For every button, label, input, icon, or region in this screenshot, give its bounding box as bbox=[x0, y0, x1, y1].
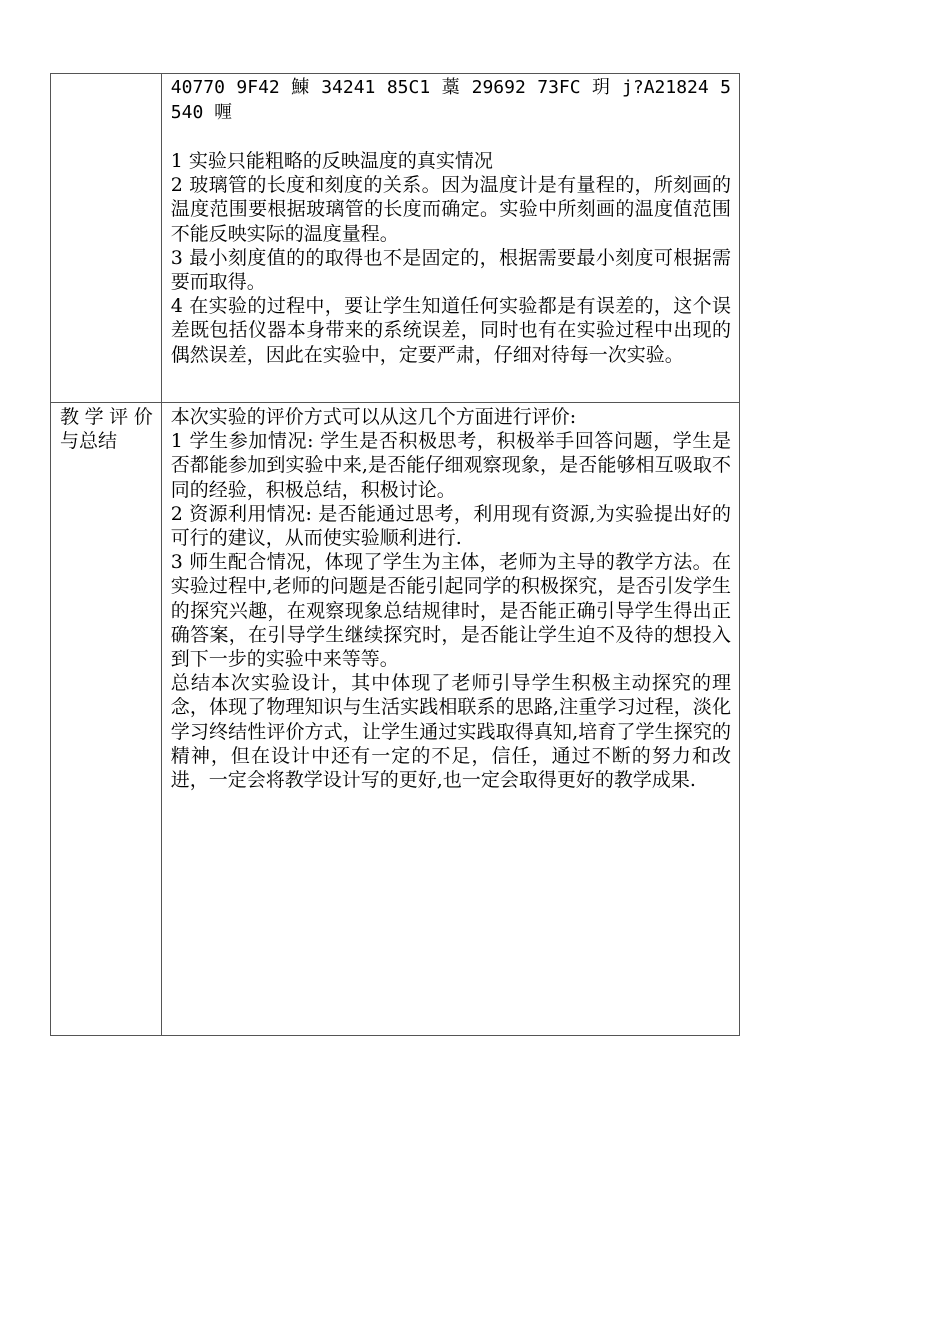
section-content-cell bbox=[161, 403, 739, 1036]
list-item: 2 玻璃管的长度和刻度的关系。因为温度计是有量程的，所刻画的温度范围要根据玻璃管的长度而确定。实验中所刻画的温度值范围不能反映实际的温度量程。 bbox=[170, 174, 731, 245]
section-content-cell bbox=[161, 74, 739, 403]
table-row bbox=[51, 403, 740, 1036]
lesson-plan-table bbox=[50, 73, 740, 1036]
list-item: 1 实验只能粗略的反映温度的真实情况 bbox=[170, 150, 493, 172]
section-label: 教学评价与总结 bbox=[60, 406, 153, 453]
summary-paragraph: 总结本次实验设计，其中体现了老师引导学生积极主动探究的理念，体现了物理知识与生活实践相联系的思路,注重学习过程，淡化学习终结性评价方式，让学生通过实践取得真知,培育了学生探究的精神，但在设计中还有一定的不足，信任，通过不断的努力和改进，一定会将教学设计写的更好,也一定会取得更好的教学成果. bbox=[170, 672, 731, 792]
evaluation-intro: 本次实验的评价方式可以从这几个方面进行评价: bbox=[170, 406, 577, 428]
garbled-code-line: 40770 9F42 鯟 34241 85C1 藁 29692 73FC 玥 j?A21824 5540 喱 bbox=[170, 77, 731, 123]
list-item: 3 最小刻度值的的取得也不是固定的，根据需要最小刻度可根据需要而取得。 bbox=[170, 246, 731, 294]
table-row bbox=[51, 74, 740, 403]
list-item: 2 资源利用情况: 是否能通过思考，利用现有资源,为实验提出好的可行的建议，从而使实验顺利进行. bbox=[170, 502, 731, 550]
section-label-cell bbox=[51, 74, 162, 403]
list-item: 1 学生参加情况: 学生是否积极思考，积极举手回答问题，学生是否都能参加到实验中来,是否能仔细观察现象，是否能够相互吸取不同的经验，积极总结，积极讨论。 bbox=[170, 430, 731, 501]
section-label-cell bbox=[51, 403, 162, 1036]
list-item: 4 在实验的过程中，要让学生知道任何实验都是有误差的，这个误差既包括仪器本身带来的系统误差，同时也有在实验过程中出现的偶然误差，因此在实验中，定要严肃，仔细对待每一次实验。 bbox=[170, 295, 731, 366]
blank-line bbox=[171, 125, 731, 149]
list-item: 3 师生配合情况，体现了学生为主体，老师为主导的教学方法。在实验过程中,老师的问题是否能引起同学的积极探究，是否引发学生的探究兴趣，在观察现象总结规律时，是否能正确引导学生得出正确答案，在引导学生继续探究时，是否能让学生迫不及待的想投入到下一步的实验中来等等。 bbox=[170, 551, 731, 671]
